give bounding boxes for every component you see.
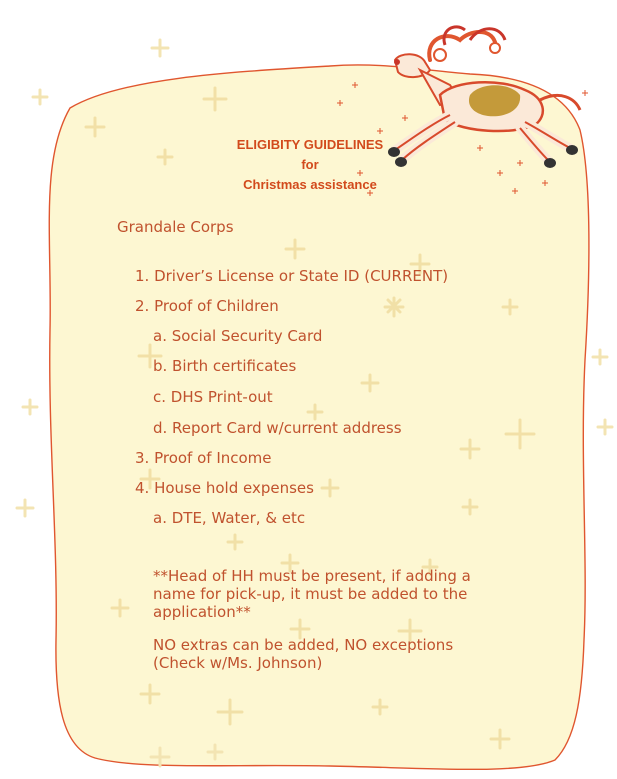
org-name: Grandale Corps xyxy=(117,218,234,236)
heading-line-for: for xyxy=(301,157,319,172)
list-item: 4. House hold expenses xyxy=(135,479,314,497)
list-item: 1. Driver’s License or State ID (CURRENT) xyxy=(135,267,449,285)
heading-line-subtitle: Christmas assistance xyxy=(243,177,377,192)
heading-line-title: ELIGIBITY GUIDELINES xyxy=(236,137,384,152)
list-subitem: a. DTE, Water, & etc xyxy=(153,509,306,527)
list-subitem: d. Report Card w/current address xyxy=(153,419,402,437)
list-subitem: a. Social Security Card xyxy=(153,327,323,345)
list-item: 3. Proof of Income xyxy=(135,449,272,467)
guidelines-heading xyxy=(200,135,420,195)
list-subitem: b. Birth certificates xyxy=(153,357,297,375)
no-extras-note: NO extras can be added, NO exceptions (Check w/Ms. Johnson) xyxy=(153,636,454,672)
list-item: 2. Proof of Children xyxy=(135,297,279,315)
list-subitem: c. DHS Print-out xyxy=(153,388,273,406)
head-of-household-note: **Head of HH must be present, if adding a name for pick-up, it must be added to the application** xyxy=(153,567,471,621)
